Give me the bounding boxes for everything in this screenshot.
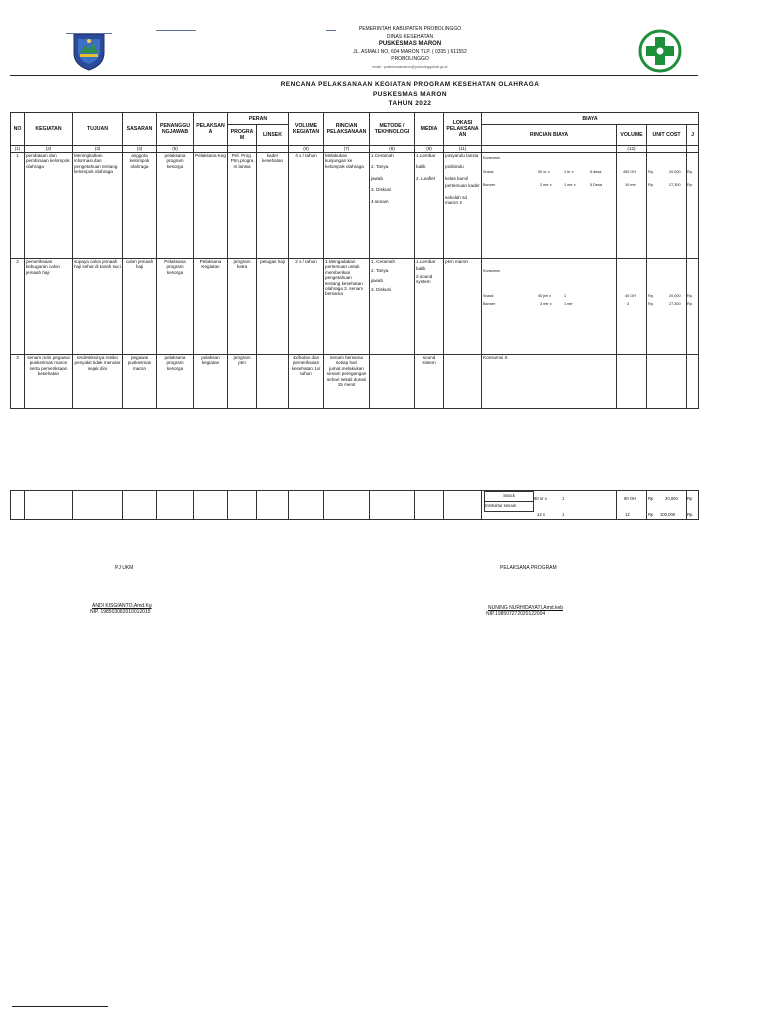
bot-cell bbox=[370, 491, 415, 520]
bot-cell bbox=[415, 491, 444, 520]
bot-r1b: 1 bbox=[562, 496, 565, 501]
row1-lokasi-1: posyandu lansia bbox=[445, 153, 479, 158]
row1-v1: 450 OH bbox=[623, 170, 637, 174]
row1-lokasi-5: sekolah sd maron 2 bbox=[445, 194, 467, 206]
col-metode: METODE / TEKHNOLOGI bbox=[370, 113, 415, 146]
row1-biaya-label-2: Snack bbox=[483, 170, 494, 174]
row1-j1: Rp. bbox=[687, 170, 693, 174]
footer-rule bbox=[12, 1006, 108, 1007]
col-rincian: RINCIAN PELAKSANAAN bbox=[324, 113, 370, 146]
bot-cell bbox=[157, 491, 194, 520]
row2-metode-3: jawab bbox=[371, 277, 384, 283]
row3-biaya-volume bbox=[617, 355, 647, 409]
row2-metode-2: 2. Tanya bbox=[371, 268, 389, 274]
row3-unit-cost bbox=[647, 355, 687, 409]
row3-lokasi bbox=[444, 355, 482, 409]
row3-kegiatan: senam rutin pegawai puskesmas maron serta pemeriksaan kesehatan bbox=[25, 355, 73, 409]
title-line-1: RENCANA PELAKSANAAN KEGIATAN PROGRAM KESEHATAN OLAHRAGA bbox=[280, 81, 540, 88]
row1-u2: 27,300 bbox=[669, 183, 681, 187]
bot-volume bbox=[617, 491, 647, 520]
table-row bbox=[11, 259, 699, 355]
row1-biaya-r2c: 5 Desa bbox=[590, 183, 603, 187]
bot-cell bbox=[194, 491, 228, 520]
continuation-table bbox=[10, 490, 699, 520]
bot-cell bbox=[25, 491, 73, 520]
row1-metode-1: 1.Ceramah bbox=[371, 153, 394, 158]
bot-v1: 90 OH bbox=[624, 496, 637, 501]
bot-j2: Rp. bbox=[687, 512, 694, 517]
row2-v2: 3 bbox=[627, 302, 630, 306]
col-rincian-biaya: RINCIAN BIAYA bbox=[482, 125, 617, 146]
row2-rp1: Rp. bbox=[648, 294, 654, 298]
row2-biaya-label-2: Snack bbox=[483, 294, 494, 298]
row1-biaya-r1c: 5 desa bbox=[590, 170, 602, 174]
row2-lokasi: pkm maron bbox=[444, 259, 482, 355]
bot-u2: 100,000 bbox=[660, 512, 676, 517]
header-line-left-a bbox=[66, 33, 112, 34]
col-tujuan: TUJUAN bbox=[73, 113, 123, 146]
num-3: (3) bbox=[73, 146, 123, 153]
col-kegiatan: KEGIATAN bbox=[25, 113, 73, 146]
row2-j2: Rp. bbox=[687, 302, 693, 306]
number-row bbox=[11, 146, 699, 153]
row1-rp1: Rp. bbox=[648, 170, 654, 174]
num-6: (6) bbox=[289, 146, 324, 153]
row1-rincian: Melakukan kunjungan ke kelompok olahraga bbox=[324, 153, 370, 259]
row3-penanggung: pelaksana program kesorga bbox=[157, 355, 194, 409]
num-11: (11) bbox=[444, 146, 482, 153]
col-sasaran: SASARAN bbox=[123, 113, 157, 146]
row2-biaya-volume bbox=[617, 259, 647, 355]
row3-no: 3 bbox=[11, 355, 25, 409]
col-media: MEDIA bbox=[415, 113, 444, 146]
row1-rincian-biaya bbox=[482, 153, 617, 259]
plan-table bbox=[10, 112, 699, 409]
row1-penanggung: pelaksana program kesorga bbox=[157, 153, 194, 259]
col-program: PROGRA M bbox=[228, 125, 257, 146]
row3-media: sound sistem bbox=[415, 355, 444, 409]
num-empty bbox=[687, 146, 699, 153]
row2-u1: 20,000 bbox=[669, 294, 681, 298]
col-biaya: BIAYA bbox=[482, 113, 699, 125]
right-signature-role: PELAKSANA PROGRAM bbox=[500, 565, 557, 571]
bot-rp1: Rp bbox=[648, 496, 654, 501]
row1-media-1: 1.Lembar bbox=[416, 153, 436, 158]
letterhead-line-4: JL. ASMALI NO. 604 MARON TLP. ( 0335 ) 611552 bbox=[353, 48, 467, 55]
row2-pelaksana: Pelaksana Kegiatan bbox=[194, 259, 228, 355]
letterhead-line-1: PEMERINTAH KABUPATEN PROBOLINGGO bbox=[358, 26, 462, 32]
row2-biaya-label-1: Konsumsi bbox=[483, 269, 500, 273]
col-penanggung: PENANGGU NGJAWAB bbox=[157, 113, 194, 146]
col-j: J bbox=[687, 125, 699, 146]
row2-linsek: petugas haji bbox=[257, 259, 289, 355]
bot-r1a: 90 or x bbox=[534, 496, 547, 501]
row2-j1: Rp. bbox=[687, 294, 693, 298]
col-peran: PERAN bbox=[228, 113, 289, 125]
letterhead bbox=[230, 26, 590, 72]
row1-kegiatan: pendataan dan pembinaan kelompok olahraga bbox=[25, 153, 73, 259]
letterhead-line-5: PROBOLINGGO bbox=[391, 56, 429, 63]
row3-program: program ptm bbox=[228, 355, 257, 409]
left-signature-nip: NIP. 198503082010012015 bbox=[90, 609, 151, 615]
row1-lokasi-3: kelas bumil bbox=[445, 175, 468, 181]
row1-sasaran: anggota kelompok olahraga bbox=[123, 153, 157, 259]
row1-biaya-r2a: 2 mtr x bbox=[540, 183, 552, 187]
row1-biaya-r1a: 90 or x bbox=[538, 170, 550, 174]
health-cross-logo-icon bbox=[638, 29, 682, 73]
row2-rincian-biaya bbox=[482, 259, 617, 355]
bot-j1: Rp bbox=[687, 496, 693, 501]
row2-tujuan: supaya calon jemaah haji sehat di tanah suci bbox=[73, 259, 123, 355]
row2-sasaran: calon jemaah haji bbox=[123, 259, 157, 355]
num-10 bbox=[482, 146, 617, 153]
row2-biaya-r2b: 1 mtr bbox=[564, 302, 573, 306]
row2-media bbox=[415, 259, 444, 355]
left-signature-role: PJ UKM bbox=[115, 565, 134, 571]
row2-v1: 40 OH bbox=[625, 294, 636, 298]
col-linsek: LINSEK bbox=[257, 125, 289, 146]
row1-tujuan: Meningkatkan informasi dan pengetahuan tentang kelompok olahraga bbox=[73, 153, 123, 259]
row1-biaya-r2b: 1 mtr x bbox=[564, 183, 576, 187]
left-signature-name: ANDI KISGIANTO,Amd.Kg bbox=[92, 603, 152, 609]
row3-tujuan: terdeteksinya resiko penyakit tidak menular sejak dini bbox=[73, 355, 123, 409]
row1-lokasi bbox=[444, 153, 482, 259]
row2-kegiatan: pemeriksaan kebugaran calon jemaah haji bbox=[25, 259, 73, 355]
num-9: (9) bbox=[415, 146, 444, 153]
col-lokasi: LOKASI PELAKSANA AN bbox=[444, 113, 482, 146]
bot-unit-cost bbox=[647, 491, 687, 520]
num-5: (5) bbox=[157, 146, 194, 153]
table-row bbox=[11, 491, 699, 520]
row3-metode bbox=[370, 355, 415, 409]
bot-v2: 12 bbox=[625, 512, 630, 517]
col-volume: VOLUME KEGIATAN bbox=[289, 113, 324, 146]
col-unit-cost: UNIT COST bbox=[647, 125, 687, 146]
regency-emblem-icon bbox=[72, 31, 106, 71]
col-pelaksana: PELAKSAN A bbox=[194, 113, 228, 146]
row1-media-2: balik bbox=[416, 164, 426, 170]
row2-biaya-label-3: Banner bbox=[483, 302, 496, 306]
row2-program: program hatra bbox=[228, 259, 257, 355]
col-biaya-volume: VOLUME bbox=[617, 125, 647, 146]
row1-pelaksana: Pelaksana Keg bbox=[194, 153, 228, 259]
row1-j2: Rp. bbox=[687, 183, 693, 187]
num-empty bbox=[647, 146, 687, 153]
row3-j bbox=[687, 355, 699, 409]
row1-no: 1 bbox=[11, 153, 25, 259]
bot-snack-box: Snack bbox=[484, 491, 534, 502]
title-line-3: TAHUN 2022 bbox=[388, 100, 432, 108]
row1-metode-5: 4.senam bbox=[371, 198, 389, 204]
row2-no: 2 bbox=[11, 259, 25, 355]
right-signature-nip: NIP.198507272020122004 bbox=[486, 611, 546, 617]
row2-metode-1: 1. Ceramah bbox=[371, 259, 396, 264]
row1-linsek: kader kesehatan bbox=[257, 153, 289, 259]
row1-volume: 4 x / tahun bbox=[289, 153, 324, 259]
table-row bbox=[11, 153, 699, 259]
row1-j bbox=[687, 153, 699, 259]
bot-cell bbox=[123, 491, 157, 520]
num-empty bbox=[194, 146, 228, 153]
row1-v2: 10 mtr bbox=[625, 183, 636, 187]
letterhead-email: email : puskesmasmaron@probolinggokab.go.id bbox=[372, 64, 448, 69]
row1-rp2: Rp. bbox=[648, 183, 654, 187]
row1-media bbox=[415, 153, 444, 259]
row2-rincian: 1.Mengadakan pertemuan untuk memberikan pengetahuan tentang kesehatan olahraga 2. senam bersama bbox=[324, 259, 370, 355]
row1-unit-cost bbox=[647, 153, 687, 259]
bot-cell bbox=[444, 491, 482, 520]
header-line-left-b bbox=[156, 30, 196, 31]
bot-cell bbox=[257, 491, 289, 520]
row3-linsek bbox=[257, 355, 289, 409]
bot-cell bbox=[324, 491, 370, 520]
row1-lokasi-2: posbindu bbox=[445, 164, 464, 170]
row2-biaya-r1b: 1 bbox=[564, 294, 567, 298]
document-title bbox=[200, 80, 620, 109]
bot-cell bbox=[228, 491, 257, 520]
col-no: NO bbox=[11, 113, 25, 146]
num-4: (4) bbox=[123, 146, 157, 153]
row3-sasaran: pegawai puskesmas maron bbox=[123, 355, 157, 409]
row1-media-3: 2. Leaflet bbox=[416, 175, 435, 181]
bot-rp2: Rp bbox=[648, 512, 654, 517]
row1-lokasi-4: pertemuan kader bbox=[445, 183, 480, 189]
num-1: (1) bbox=[11, 146, 25, 153]
row1-metode-3: jawab bbox=[371, 175, 384, 181]
row1-metode bbox=[370, 153, 415, 259]
row2-penanggung: Pelaksana program kesorga bbox=[157, 259, 194, 355]
row1-biaya-volume bbox=[617, 153, 647, 259]
letterhead-line-2: DINAS KESEHATAN bbox=[386, 33, 434, 40]
num-7: (7) bbox=[324, 146, 370, 153]
row3-rincian: senam bersama setiap hari jumat,melakukan senam peregangan sehari sekali durasi 15 menit bbox=[324, 355, 370, 409]
row3-pelaksana: pelaksan kegiatan bbox=[194, 355, 228, 409]
row1-biaya-r1b: 1 hr x bbox=[564, 170, 574, 174]
row2-biaya-r2a: 3 mtr x bbox=[540, 302, 552, 306]
bot-u1: 20,000 bbox=[665, 496, 678, 501]
row2-metode-4: 3. Diskusi bbox=[371, 287, 391, 293]
row1-metode-4: 3. Diskusi bbox=[371, 187, 391, 193]
num-2: (2) bbox=[25, 146, 73, 153]
bot-cell bbox=[289, 491, 324, 520]
bot-j bbox=[687, 491, 699, 520]
num-empty bbox=[257, 146, 289, 153]
row3-volume: 4x/bulan dan pemeriksaan kesehatan 1x/ tahun bbox=[289, 355, 324, 409]
bot-rincian-biaya bbox=[482, 491, 617, 520]
num-12: (12) bbox=[617, 146, 647, 153]
row2-media-1: 1.Lembar bbox=[416, 259, 436, 264]
row1-biaya-label-3: Banner bbox=[483, 183, 496, 187]
title-line-2: PUSKESMAS MARON bbox=[373, 90, 447, 98]
num-8: (8) bbox=[370, 146, 415, 153]
bot-r2b: 1 bbox=[562, 512, 565, 517]
row1-program: Pel. Prog. Ptm,progra m lansia bbox=[228, 153, 257, 259]
row1-metode-2: 2. Tanya bbox=[371, 164, 389, 170]
row2-media-2: balik bbox=[416, 266, 426, 272]
num-empty bbox=[228, 146, 257, 153]
row3-rincian-biaya: Konsumsi S bbox=[482, 355, 617, 409]
row1-biaya-label-1: Konsumsi bbox=[483, 156, 500, 160]
letterhead-line-3: PUSKESMAS MARON bbox=[378, 41, 442, 48]
row2-j bbox=[687, 259, 699, 355]
row2-volume: 2 x / tahun bbox=[289, 259, 324, 355]
row2-metode bbox=[370, 259, 415, 355]
bot-cell bbox=[73, 491, 123, 520]
row2-u2: 27,300 bbox=[669, 302, 681, 306]
row1-u1: 20,000 bbox=[669, 170, 681, 174]
table-row bbox=[11, 355, 699, 409]
row2-rp2: Rp. bbox=[648, 302, 654, 306]
bot-instruktur-box: Instruktur senam bbox=[484, 501, 534, 512]
bot-cell bbox=[11, 491, 25, 520]
right-signature-name: NUNING NURHIDAYATI,Amd.keb bbox=[488, 605, 564, 611]
letterhead-rule bbox=[10, 75, 698, 76]
row2-biaya-r1a: 40 jml x bbox=[538, 294, 552, 298]
row2-media-3: 2.sound system bbox=[416, 273, 433, 285]
bot-r2a: 12 x bbox=[537, 512, 545, 517]
row2-unit-cost bbox=[647, 259, 687, 355]
